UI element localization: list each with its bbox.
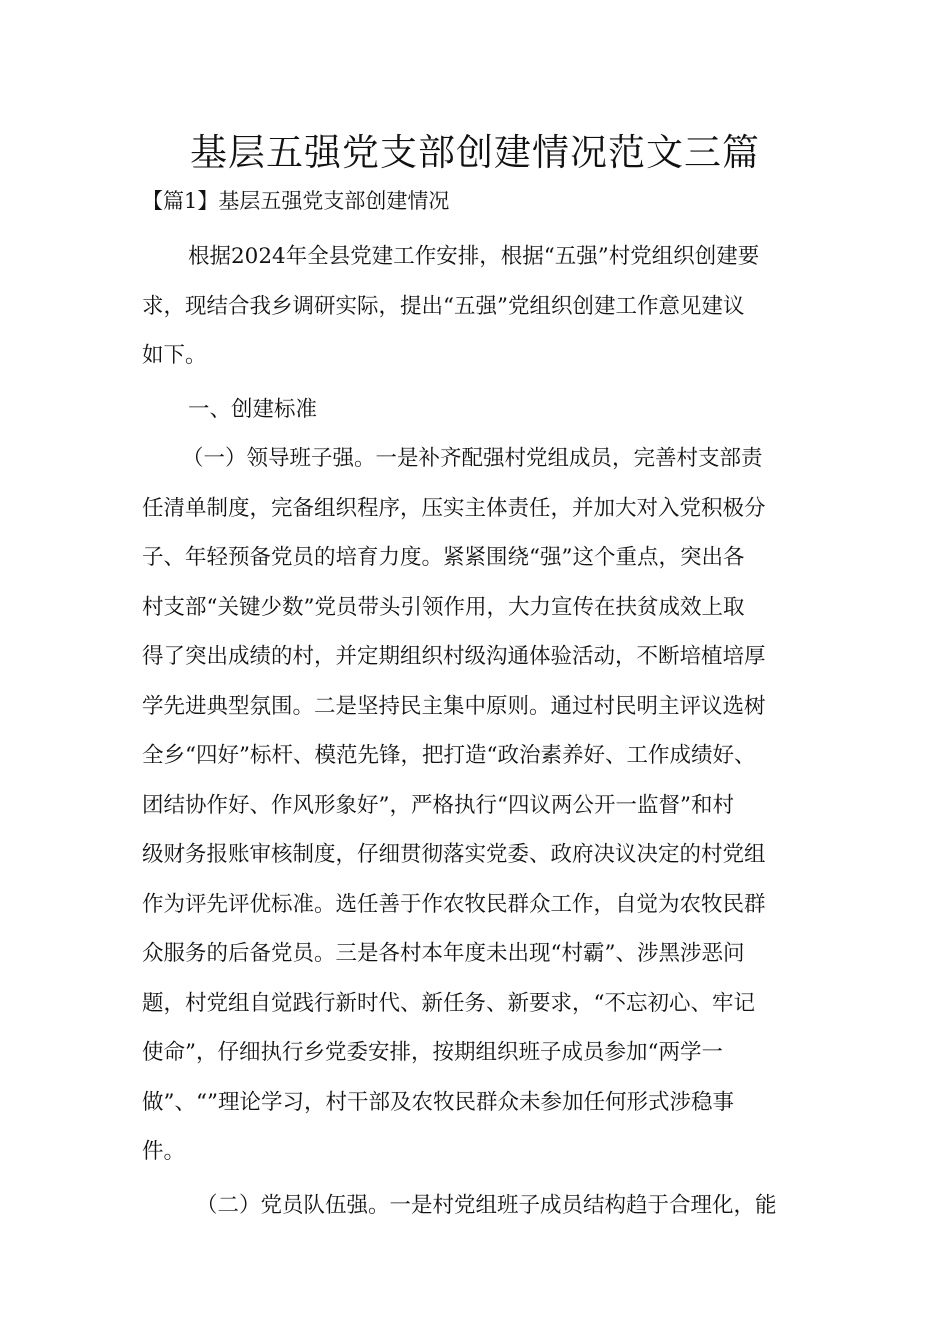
paragraph-line: 做”、“”理论学习，村干部及农牧民群众未参加任何形式涉稳事 (142, 1089, 734, 1115)
paragraph-line: 全乡“四好”标杆、模范先锋，把打造“政治素养好、工作成绩好、 (142, 743, 756, 768)
paragraph-line: 团结协作好、作风形象好”，严格执行“四议两公开一监督”和村 (142, 792, 734, 818)
paragraph-line: （一）领导班子强。一是补齐配强村党组成员，完善村支部责 (182, 446, 763, 471)
document-title: 基层五强党支部创建情况范文三篇 (190, 131, 760, 174)
paragraph-line: 作为评先评优标准。选任善于作农牧民群众工作，自觉为农牧民群 (142, 891, 766, 917)
paragraph-line: 使命”，仔细执行乡党委安排，按期组织班子成员参加“两学一 (142, 1040, 723, 1065)
document-body (142, 232, 842, 1230)
paragraph-line: 村支部“关键少数”党员带头引领作用，大力宣传在扶贫成效上取 (142, 594, 745, 620)
paragraph-line: （二）党员队伍强。一是村党组班子成员结构趋于合理化，能 (196, 1192, 777, 1218)
paragraph-line: 级财务报账审核制度，仔细贯彻落实党委、政府决议决定的村党组 (142, 842, 766, 867)
section-heading: 一、创建标准 (188, 396, 318, 422)
paragraph-line: 求，现结合我乡调研实际，提出“五强”党组织创建工作意见建议 (142, 293, 745, 319)
paragraph-line: 根据2024年全县党建工作安排，根据“五强”村党组织创建要 (188, 244, 760, 269)
paragraph-line: 题，村党组自觉践行新时代、新任务、新要求，“不忘初心、牢记 (142, 990, 755, 1016)
paragraph-line: 学先进典型氛围。二是坚持民主集中原则。通过村民明主评议选树 (142, 693, 766, 719)
paragraph-line: 如下。 (142, 343, 207, 368)
paragraph-line: 任清单制度，完备组织程序，压实主体责任，并加大对入党积极分 (142, 495, 766, 521)
section-label: 【篇1】基层五强党支部创建情况 (142, 189, 450, 213)
paragraph-line: 件。 (142, 1139, 186, 1164)
paragraph-line: 众服务的后备党员。三是各村本年度未出现“村霸”、涉黑涉恶问 (142, 941, 745, 966)
paragraph-line: 子、年轻预备党员的培育力度。紧紧围绕“强”这个重点，突出各 (142, 545, 745, 570)
paragraph-line: 得了突出成绩的村，并定期组织村级沟通体验活动，不断培植培厚 (142, 644, 766, 669)
